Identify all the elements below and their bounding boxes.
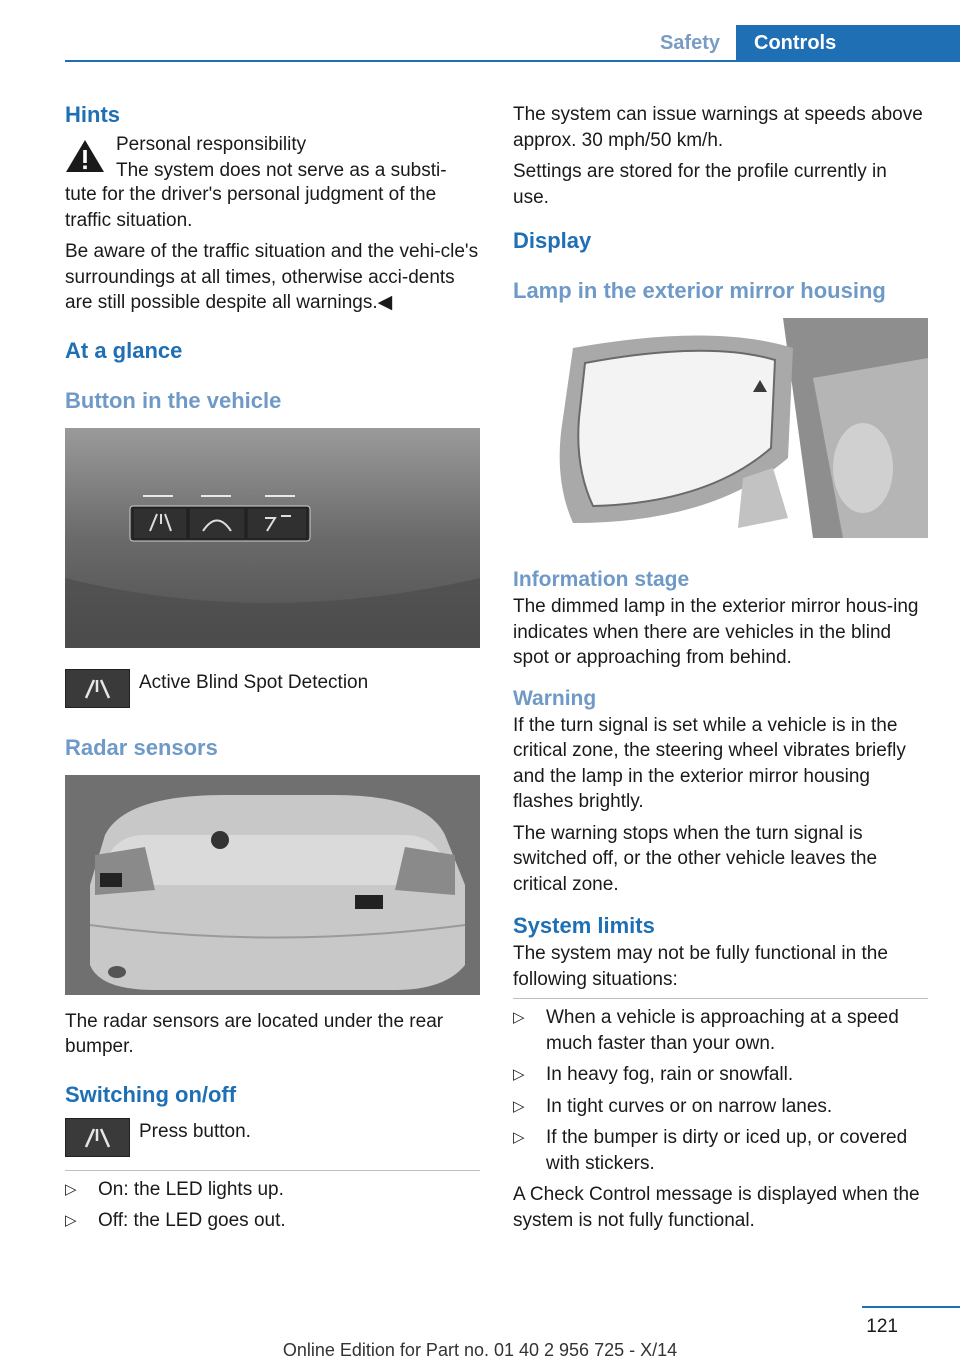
limits-list — [513, 1005, 928, 1176]
page-number: 121 — [866, 1316, 898, 1337]
list-item: ▷ On: the LED lights up. — [65, 1177, 480, 1203]
information-stage-heading: Information stage — [513, 568, 690, 591]
list-item: ▷ Off: the LED goes out. — [65, 1208, 480, 1234]
button-label: Active Blind Spot Detection — [139, 671, 369, 693]
right-column — [513, 102, 928, 1239]
press-button-row — [65, 1118, 480, 1158]
mirror-photo — [513, 318, 928, 538]
tab-safety[interactable]: Safety — [659, 32, 720, 54]
hint-text: tute for the driver's personal judgment of the traffic situation. — [65, 184, 437, 231]
button-in-vehicle-heading: Button in the vehicle — [65, 387, 282, 413]
vehicle-button-photo — [65, 428, 480, 648]
check-control-text: A Check Control message is displayed when the system is not fully functional. — [513, 1184, 920, 1231]
hint-warning — [65, 132, 480, 184]
list-item: ▷ In heavy fog, rain or snowfall. — [513, 1062, 928, 1088]
warning-heading: Warning — [513, 686, 597, 710]
blind-spot-button-icon — [65, 1118, 130, 1157]
speed-text: The system can issue warnings at speeds above approx. 30 mph/50 km/h. — [513, 104, 923, 151]
warning-text-2: The warning stops when the turn signal is switched off, or the other vehicle leaves the critical zone. — [513, 822, 878, 895]
press-button-text: Press button. — [139, 1120, 251, 1142]
radar-sensors-photo — [65, 775, 480, 995]
lamp-heading: Lamp in the exterior mirror housing — [513, 278, 886, 303]
edition-text: Online Edition for Part no. 01 40 2 956 725 - X/14 — [282, 1340, 678, 1360]
list-item: ▷ If the bumper is dirty or iced up, or covered with stickers. — [513, 1125, 928, 1176]
switch-list — [65, 1177, 480, 1234]
list-item: ▷ When a vehicle is approaching at a speed much faster than your own. — [513, 1005, 928, 1056]
radar-sensors-heading: Radar sensors — [65, 734, 218, 760]
list-item: ▷ In tight curves or on narrow lanes. — [513, 1094, 928, 1120]
list-divider — [65, 1170, 480, 1171]
blind-spot-button-icon — [65, 669, 130, 708]
left-column — [65, 100, 480, 1240]
switching-heading: Switching on/off — [65, 1081, 237, 1107]
warning-text-1: If the turn signal is set while a vehicle is in the critical zone, the steering wheel vibrates briefly and the lamp in the exterior mirror housing flashes brightly. — [513, 714, 906, 812]
system-limits-heading: System limits — [513, 913, 655, 938]
settings-text: Settings are stored for the profile currently in use. — [513, 161, 887, 208]
display-heading: Display — [513, 228, 592, 253]
hint-line1: The system does not serve as a substi‐ — [116, 159, 447, 181]
list-divider — [513, 998, 928, 999]
tab-controls[interactable]: Controls — [736, 25, 960, 61]
footer-rule — [862, 1306, 960, 1308]
info-text: The dimmed lamp in the exterior mirror hous‐ing indicates when there are vehicles in the blind spot or approaching from behind. — [513, 596, 919, 668]
at-a-glance-heading: At a glance — [65, 337, 183, 363]
radar-text: The radar sensors are located under the rear bumper. — [65, 1010, 444, 1057]
hint-heading: Personal responsibility — [116, 134, 307, 155]
hints-title: Hints — [65, 102, 120, 127]
abd-button-row — [65, 669, 480, 709]
hint-paragraph-2: Be aware of the traffic situation and the vehi‐cle's surroundings at all times, otherwise acci‐dents are still possible despite all warnings.◀ — [65, 241, 479, 313]
warning-triangle-icon — [65, 138, 105, 174]
limits-intro: The system may not be fully functional in the following situations: — [513, 943, 888, 990]
